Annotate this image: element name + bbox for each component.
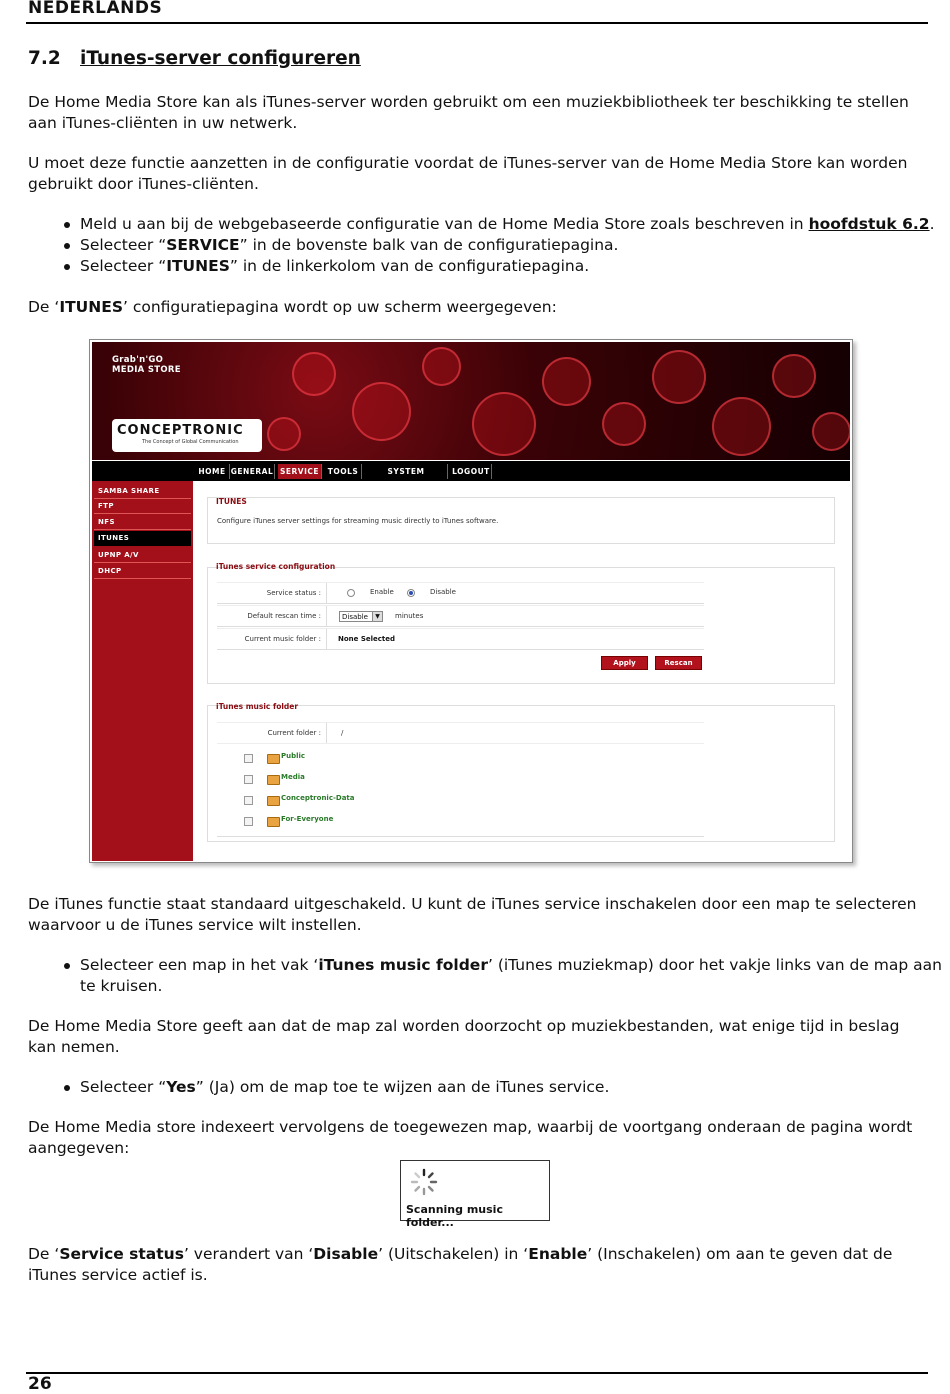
music-folder-title: iTunes music folder (216, 702, 299, 711)
enable-radio[interactable] (347, 589, 355, 597)
rescan-button[interactable]: Rescan (655, 656, 702, 670)
rescan-time-value: Disable (342, 613, 368, 621)
itunes-config-screenshot (89, 339, 853, 863)
bubble-decoration (772, 354, 816, 398)
p7-e: ’ (Uitschakelen) in ‘ (378, 1245, 529, 1263)
rescan-time-label: Default rescan time : (247, 612, 321, 620)
apply-button[interactable]: Apply (601, 656, 648, 670)
folder-icon (267, 775, 280, 785)
tab-service[interactable]: SERVICE (278, 464, 322, 479)
tab-home[interactable]: HOME (195, 464, 230, 479)
current-music-row (217, 628, 704, 650)
paragraph-scan-note: De Home Media Store geeft aan dat de map zal worden doorzocht op muziekbestanden, wat enige tijd in beslag kan nemen. (28, 1017, 900, 1056)
spinner-icon (409, 1167, 439, 1197)
bubble-decoration (472, 392, 536, 456)
bubble-decoration (542, 357, 591, 406)
paragraph-enable-note: U moet deze functie aanzetten in de configuratie voordat de iTunes-server van de Home Media Store kan worden gebruikt door iTunes-cliënten. (28, 154, 908, 193)
b4-pre: Selecteer een map in het vak ‘ (80, 956, 319, 974)
row-separator (326, 606, 327, 626)
b5-pre: Selecteer “ (80, 1078, 167, 1096)
rescan-time-select[interactable] (339, 611, 383, 622)
bullet-login (62, 214, 950, 235)
disable-label: Disable (430, 588, 456, 596)
p7-d: Disable (313, 1245, 379, 1263)
folder-checkbox-media[interactable] (244, 775, 253, 784)
chapter-link[interactable]: hoofdstuk 6.2 (808, 215, 930, 233)
tab-logout[interactable]: LOGOUT (451, 464, 492, 479)
header-rule (26, 22, 928, 24)
page-number: 26 (28, 1374, 52, 1394)
bullet-select-folder (62, 955, 950, 996)
section-heading (28, 48, 361, 69)
sidebar-item-itunes[interactable]: ITUNES (94, 531, 191, 546)
b5-post: ” (Ja) om de map toe te wijzen aan de iTunes service. (195, 1078, 610, 1096)
paragraph-default-disabled: De iTunes functie staat standaard uitgeschakeld. U kunt de iTunes service inschakelen door een map te selecteren waarvoor u de iTunes service wilt instellen. (28, 895, 917, 934)
current-music-label: Current music folder : (244, 635, 321, 643)
paragraph-itunes-page (28, 297, 923, 318)
paragraph-indexing: De Home Media store indexeert vervolgens de toegewezen map, waarbij de voortgang onderaan de pagina wordt aangegeven: (28, 1118, 913, 1157)
chevron-down-icon: ▼ (372, 612, 382, 621)
folder-icon (267, 817, 280, 827)
b4-bold: iTunes music folder (318, 956, 488, 974)
service-status-row (217, 582, 704, 604)
bullet-itunes (62, 256, 950, 277)
bullet-service-bold: SERVICE (166, 236, 240, 254)
sidebar-item-samba-share[interactable]: SAMBA SHARE (94, 484, 191, 499)
footer-rule (26, 1372, 928, 1374)
folder-link-public[interactable]: Public (281, 752, 306, 760)
bullet-login-end: . (929, 215, 935, 233)
bullet-select-yes (62, 1077, 950, 1098)
p7-a: De ‘ (28, 1245, 60, 1263)
sidebar (92, 481, 193, 861)
scanning-label: Scanning music folder... (406, 1203, 503, 1229)
section-number: 7.2 (28, 48, 61, 69)
bullet-service (62, 235, 950, 256)
p7-b: Service status (59, 1245, 184, 1263)
section-title: iTunes-server configureren (80, 48, 361, 69)
bubble-decoration (352, 382, 411, 441)
folder-link-conceptronic-data[interactable]: Conceptronic-Data (281, 794, 355, 802)
current-music-value: None Selected (338, 635, 396, 643)
tab-general[interactable]: GENERAL (230, 464, 275, 479)
brand-line1: Grab'n'GO (112, 355, 164, 365)
bubble-decoration (602, 402, 646, 446)
folder-link-for-everyone[interactable]: For-Everyone (281, 815, 334, 823)
bubble-decoration (812, 412, 850, 451)
bubble-decoration (267, 417, 301, 451)
current-folder-label: Current folder : (267, 729, 321, 737)
p3-pre: De ‘ (28, 298, 60, 316)
folder-icon (267, 754, 280, 764)
p7-g: ’ (Inschakelen) om aan te geven dat de iTunes service actief is. (28, 1245, 893, 1284)
current-folder-value: / (341, 729, 344, 737)
b4-post: ’ (iTunes muziekmap) door het vakje links van de map aan te kruisen. (80, 956, 942, 995)
current-folder-row (217, 722, 704, 744)
itunes-title: ITUNES (216, 497, 247, 506)
tab-system-logfiles[interactable]: SYSTEM LOGFILES (365, 464, 448, 479)
scanning-indicator (400, 1160, 550, 1229)
rescan-unit: minutes (395, 612, 424, 620)
sidebar-item-ftp[interactable]: FTP (94, 499, 191, 514)
sidebar-item-upnp[interactable]: UPNP A/V (94, 548, 191, 563)
bullet-service-pre: Selecteer “ (80, 236, 167, 254)
brand-line2: MEDIA STORE (112, 364, 181, 375)
enable-label: Enable (370, 588, 394, 596)
logo-text: CONCEPTRONIC (117, 423, 244, 438)
row-separator (326, 583, 327, 603)
paragraph-intro: De Home Media Store kan als iTunes-server worden gebruikt om een muziekbibliotheek ter beschikking te stellen aan iTunes-cliënten in uw netwerk. (28, 93, 909, 132)
sidebar-item-nfs[interactable]: NFS (94, 515, 191, 530)
p3-bold: ITUNES (59, 298, 123, 316)
bullet-itunes-pre: Selecteer “ (80, 257, 167, 275)
itunes-description: Configure iTunes server settings for streaming music directly to iTunes software. (217, 517, 499, 525)
folder-checkbox-public[interactable] (244, 754, 253, 763)
config-title: iTunes service configuration (216, 562, 336, 571)
p3-post: ’ configuratiepagina wordt op uw scherm weergegeven: (122, 298, 557, 316)
conceptronic-logo (112, 419, 262, 452)
banner (92, 342, 850, 460)
brand-name (112, 356, 181, 375)
rescan-time-row (217, 605, 704, 627)
bubble-decoration (292, 352, 336, 396)
b5-bold: Yes (166, 1078, 196, 1096)
disable-radio[interactable] (407, 589, 415, 597)
bullet-itunes-bold: ITUNES (166, 257, 230, 275)
bullet-itunes-post: ” in de linkerkolom van de configuratiepagina. (229, 257, 590, 275)
row-separator (326, 629, 327, 649)
row-separator (326, 723, 327, 743)
service-status-label: Service status : (266, 589, 321, 597)
bullet-login-text: Meld u aan bij de webgebaseerde configuratie van de Home Media Store zoals beschreven in (80, 215, 809, 233)
p7-c: ’ verandert van ‘ (183, 1245, 314, 1263)
p7-f: Enable (528, 1245, 588, 1263)
folder-icon (267, 796, 280, 806)
header-language: NEDERLANDS (28, 0, 163, 18)
bullet-service-post: ” in de bovenste balk van de configuratiepagina. (239, 236, 619, 254)
sidebar-item-dhcp[interactable]: DHCP (94, 564, 191, 579)
folder-link-media[interactable]: Media (281, 773, 305, 781)
tab-tools[interactable]: TOOLS (325, 464, 362, 479)
paragraph-service-status (28, 1244, 923, 1285)
folder-checkbox-for-everyone[interactable] (244, 817, 253, 826)
bubble-decoration (422, 347, 461, 386)
folder-checkbox-conceptronic-data[interactable] (244, 796, 253, 805)
bubble-decoration (712, 397, 771, 456)
logo-tagline: The Concept of Global Communication (142, 439, 239, 445)
bubble-decoration (652, 350, 706, 404)
